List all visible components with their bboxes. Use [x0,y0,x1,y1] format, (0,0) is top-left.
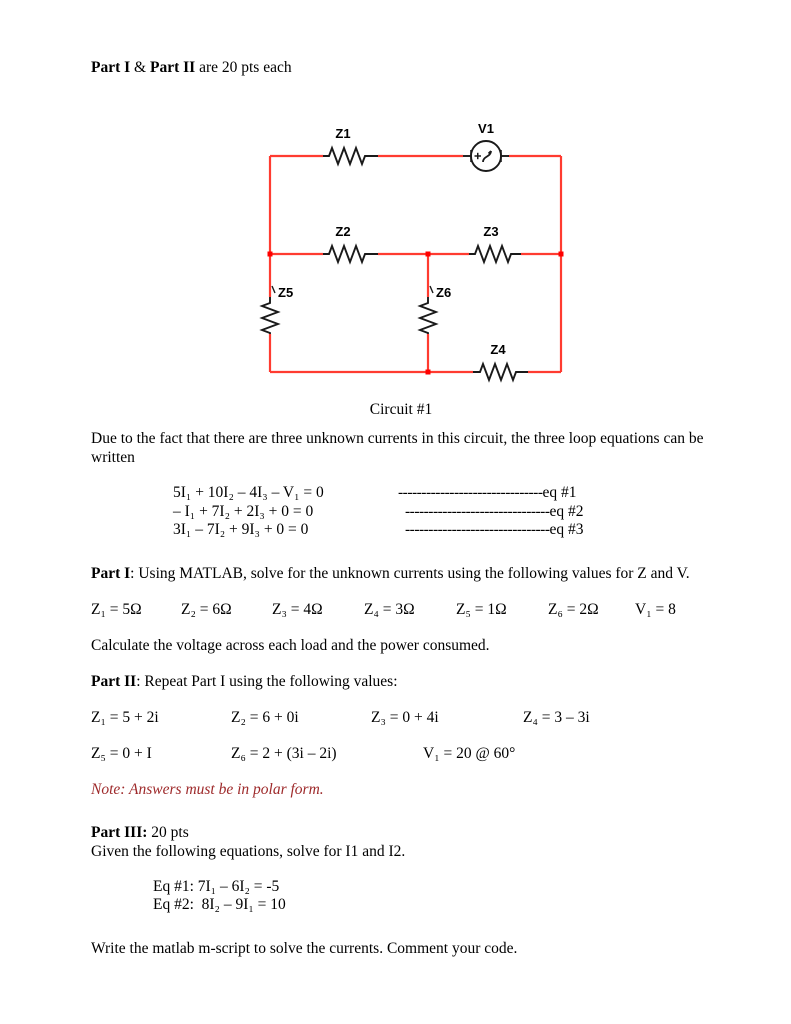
value-z2: Z₂ = 6Ω [181,600,232,618]
label-z6: Z6 [436,285,452,300]
loop-equation-dashes: ------------------------------- [398,484,543,501]
value-z1: Z₁ = 5Ω [91,600,142,618]
value-v1: V₁ = 8 [635,600,676,618]
loop-equation-lhs: – I₁ + 7I₂ + 2I₃ + 0 = 0 [173,502,314,520]
voltage-source-v1 [463,141,509,171]
document-content [91,58,711,958]
value-z2-complex: Z₂ = 6 + 0i [231,708,299,726]
loop-equation-lhs: 3I₁ – 7I₂ + 9I₃ + 0 = 0 [173,521,309,538]
part2-values-row-1 [91,708,711,727]
resistor-z1-shape [323,148,378,164]
intro-line-1: Due to the fact that there are three unknown currents in this circuit, the three loop equations can be [91,430,704,447]
part3-equation-1: Eq #1: 7I₁ – 6I₂ = -5 [153,877,280,895]
part3-label: Part III: [91,823,148,841]
value-z5: Z₅ = 1Ω [456,600,507,618]
value-v1-polar: V₁ = 20 @ 60° [423,744,516,762]
resistor-z3-shape [469,246,521,262]
circuit-resistors [262,148,528,380]
part3-line-2: Given the following equations, solve for I1 and I2. [91,842,406,860]
loop-equations-block [173,484,711,540]
loop-equation-dashes: ------------------------------- [405,502,550,520]
label-z4: Z4 [490,342,506,357]
label-z1: Z1 [335,126,351,141]
resistor-z6-shape [420,297,436,334]
resistor-z5-shape [262,297,278,334]
label-z2: Z2 [335,224,351,239]
value-z3: Z₃ = 4Ω [272,600,323,618]
value-z6: Z₆ = 2Ω [548,600,599,618]
part3-equation-2: Eq #2: 8I₂ – 9I₁ = 10 [153,896,286,913]
header-part1-bold: Part I [91,59,131,76]
circuit-caption: Circuit #1 [369,401,433,418]
loop-equation-row [173,503,711,522]
loop-equation-dashes: ------------------------------- [405,521,550,538]
value-z3-complex: Z₃ = 0 + 4i [371,708,439,726]
header-part2-bold: Part II [149,59,196,76]
circuit-junction-dots [268,252,564,375]
part3-points: 20 pts [147,823,189,841]
circuit-svg [91,94,711,394]
loop-equation-tag: eq #1 [542,484,577,501]
circuit-diagram [91,94,711,418]
value-z1-complex: Z₁ = 5 + 2i [91,708,159,726]
value-z5-complex: Z₅ = 0 + I [91,744,152,762]
loop-equation-row [173,484,711,503]
circuit-label-ticks [272,286,433,293]
header-rest: are 20 pts each [195,59,292,76]
loop-equation-row [173,521,711,540]
part2-text: : Repeat Part I using the following values: [136,672,398,690]
part1-heading [91,564,711,583]
part3-heading [91,823,711,842]
resistor-z4-shape [473,364,528,380]
intro-line-2: written [91,449,135,466]
label-z5: Z5 [278,285,294,300]
value-z6-complex: Z₆ = 2 + (3i – 2i) [231,744,337,762]
part1-label: Part I [91,564,131,582]
value-z4-complex: Z₄ = 3 – 3i [523,708,590,726]
loop-equation-lhs: 5I₁ + 10I₂ – 4I₃ – V₁ = 0 [173,484,324,501]
part3-closing: Write the matlab m-script to solve the currents. Comment your code. [91,939,518,957]
header-amp: & [130,59,150,76]
header-line [91,58,711,77]
label-v1: V1 [478,121,494,136]
part2-values-row-2 [91,744,711,763]
label-z3: Z3 [483,224,499,239]
loop-equation-tag: eq #3 [549,521,584,538]
resistor-z2-shape [323,246,378,262]
part2-heading [91,672,711,691]
polar-form-note: Note: Answers must be in polar form. [91,780,324,798]
part1-text: : Using MATLAB, solve for the unknown currents using the following values for Z and V. [130,564,690,582]
value-z4: Z₄ = 3Ω [364,600,415,618]
part2-label: Part II [91,672,137,690]
part1-followup: Calculate the voltage across each load and the power consumed. [91,636,490,654]
part1-values-row [91,600,711,619]
loop-equation-tag: eq #2 [549,502,584,520]
circuit-wires [270,156,561,372]
